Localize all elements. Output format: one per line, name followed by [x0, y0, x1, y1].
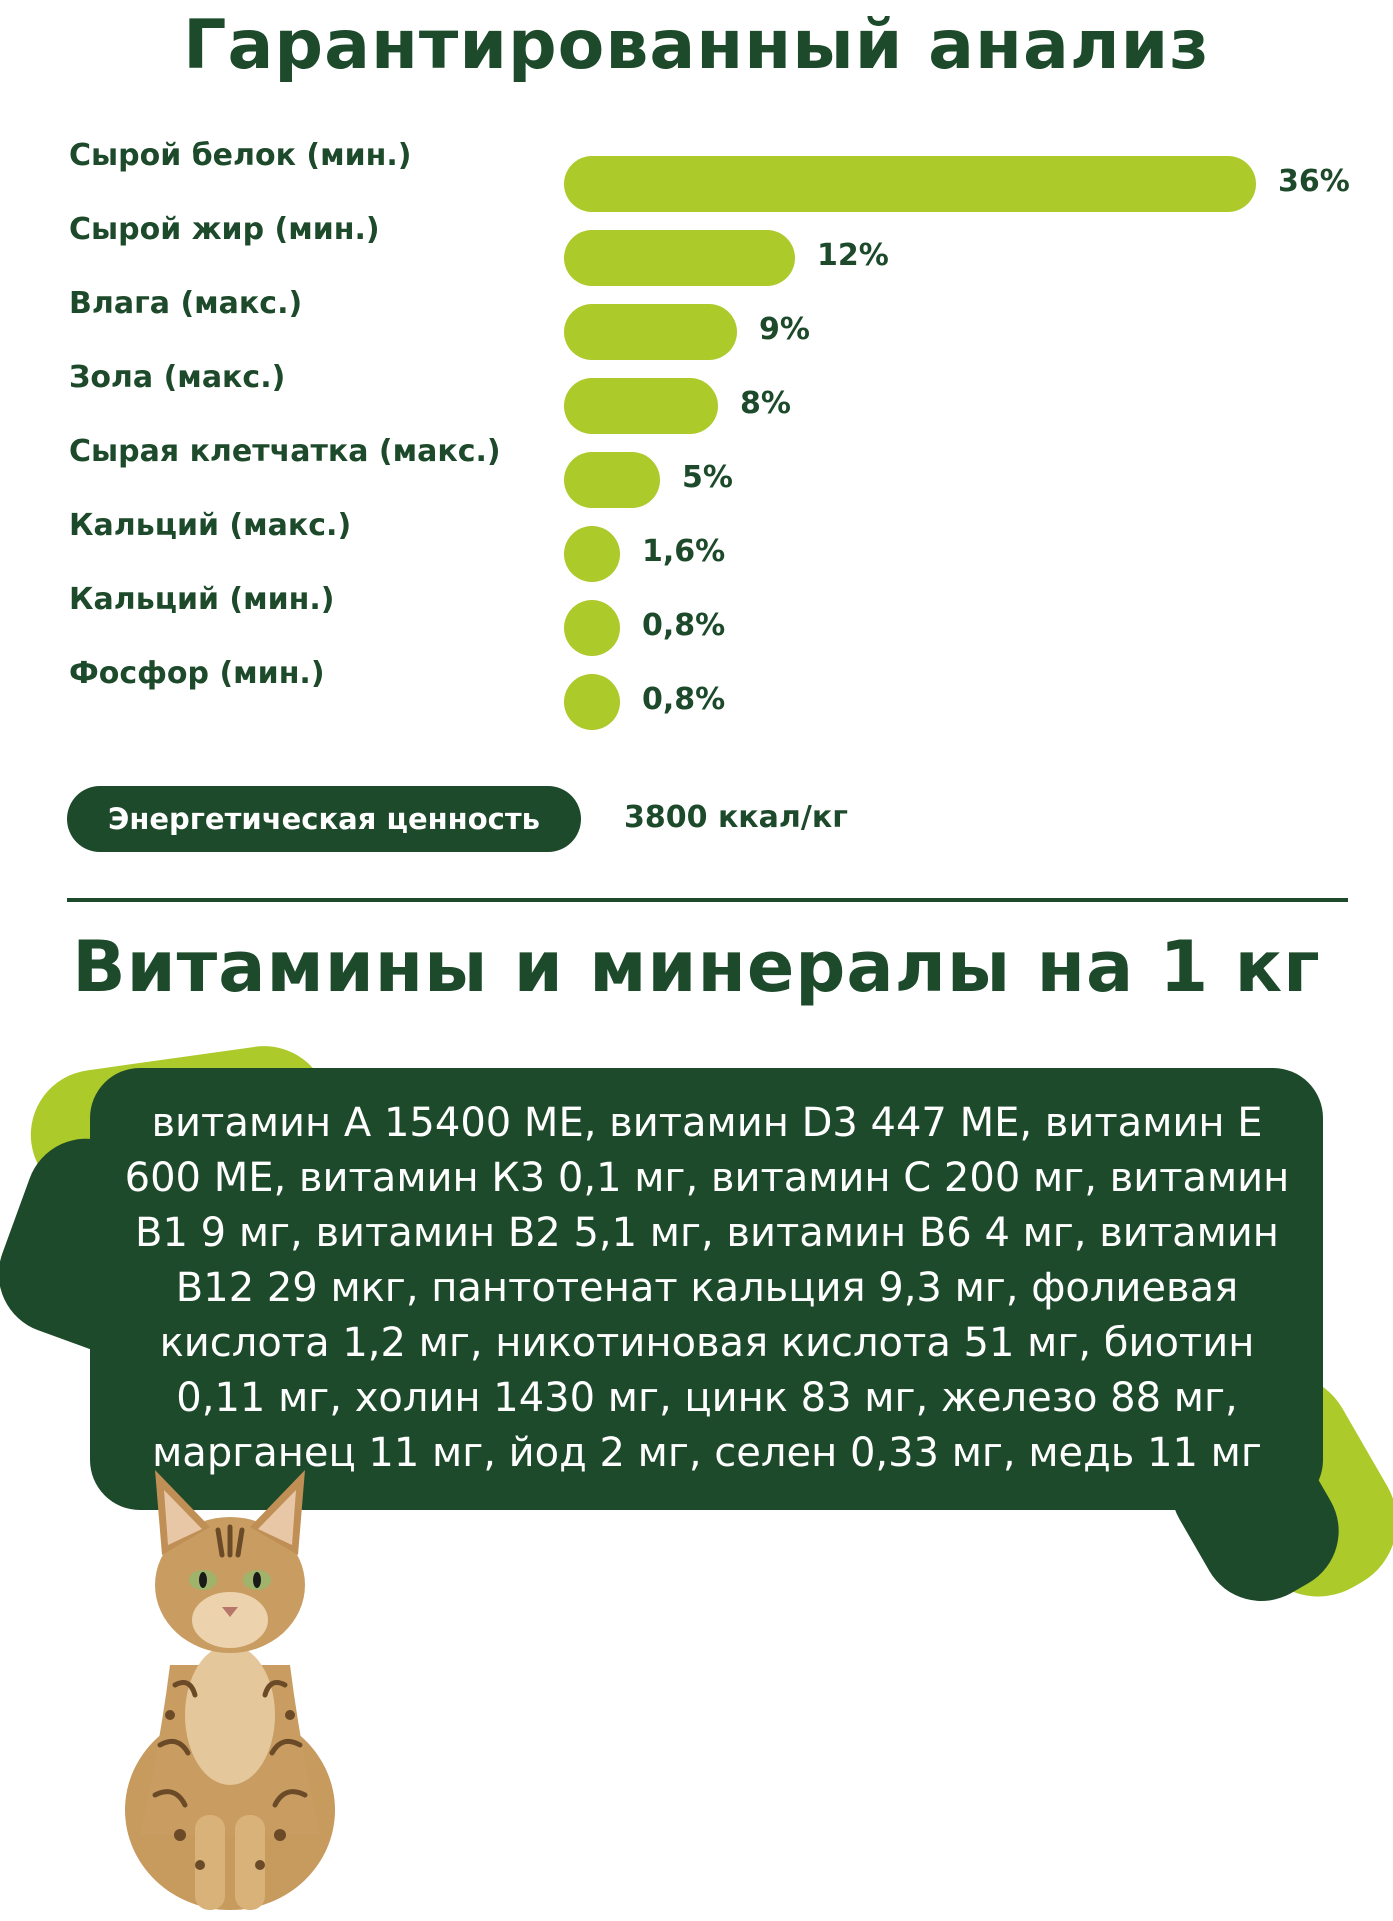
vitamins-title: Витамины и минералы на 1 кг — [72, 926, 1321, 1008]
chart-value-label: 36% — [1278, 164, 1350, 199]
chart-category-label: Влага (макс.) — [69, 286, 303, 321]
chart-value-label: 1,6% — [642, 534, 726, 569]
chart-row — [0, 574, 1393, 644]
analysis-title: Гарантированный анализ — [183, 6, 1210, 85]
energy-value: 3800 ккал/кг — [624, 800, 848, 835]
chart-row — [0, 204, 1393, 274]
vitamins-text: витамин А 15400 МЕ, витамин D3 447 МЕ, витамин Е 600 МЕ, витамин К3 0,1 мг, витамин С 200 мг, витамин В1 9 мг, витамин В2 5,1 мг, витамин В6 4 мг, витамин В12 29 мкг, пантотенат кальция 9,3 мг, фолиевая кислота 1,2 мг, никотиновая кислота 51 мг, биотин 0,11 мг, холин 1430 мг, цинк 83 мг, железо 88 мг, марганец 11 мг, йод 2 мг, селен 0,33 мг, медь 11 мг — [124, 1100, 1290, 1476]
chart-category-label: Сырая клетчатка (макс.) — [69, 434, 501, 469]
chart-row — [0, 352, 1393, 422]
chart-row — [0, 278, 1393, 348]
section-divider — [67, 898, 1348, 902]
chart-value-label: 8% — [740, 386, 791, 421]
chart-row — [0, 648, 1393, 718]
chart-row — [0, 130, 1393, 200]
chart-category-label: Сырой жир (мин.) — [69, 212, 380, 247]
analysis-bar-chart — [0, 130, 1393, 750]
chart-bar — [564, 674, 620, 730]
chart-category-label: Кальций (мин.) — [69, 582, 335, 617]
chart-value-label: 0,8% — [642, 608, 726, 643]
chart-value-label: 9% — [759, 312, 810, 347]
chart-row — [0, 426, 1393, 496]
chart-category-label: Кальций (макс.) — [69, 508, 352, 543]
chart-category-label: Фосфор (мин.) — [69, 656, 325, 691]
chart-value-label: 12% — [817, 238, 889, 273]
chart-value-label: 0,8% — [642, 682, 726, 717]
chart-value-label: 5% — [682, 460, 733, 495]
cat-photo-icon — [100, 1415, 360, 1915]
chart-row — [0, 500, 1393, 570]
energy-label-pill: Энергетическая ценность — [67, 786, 581, 852]
chart-category-label: Зола (макс.) — [69, 360, 286, 395]
chart-category-label: Сырой белок (мин.) — [69, 138, 412, 173]
